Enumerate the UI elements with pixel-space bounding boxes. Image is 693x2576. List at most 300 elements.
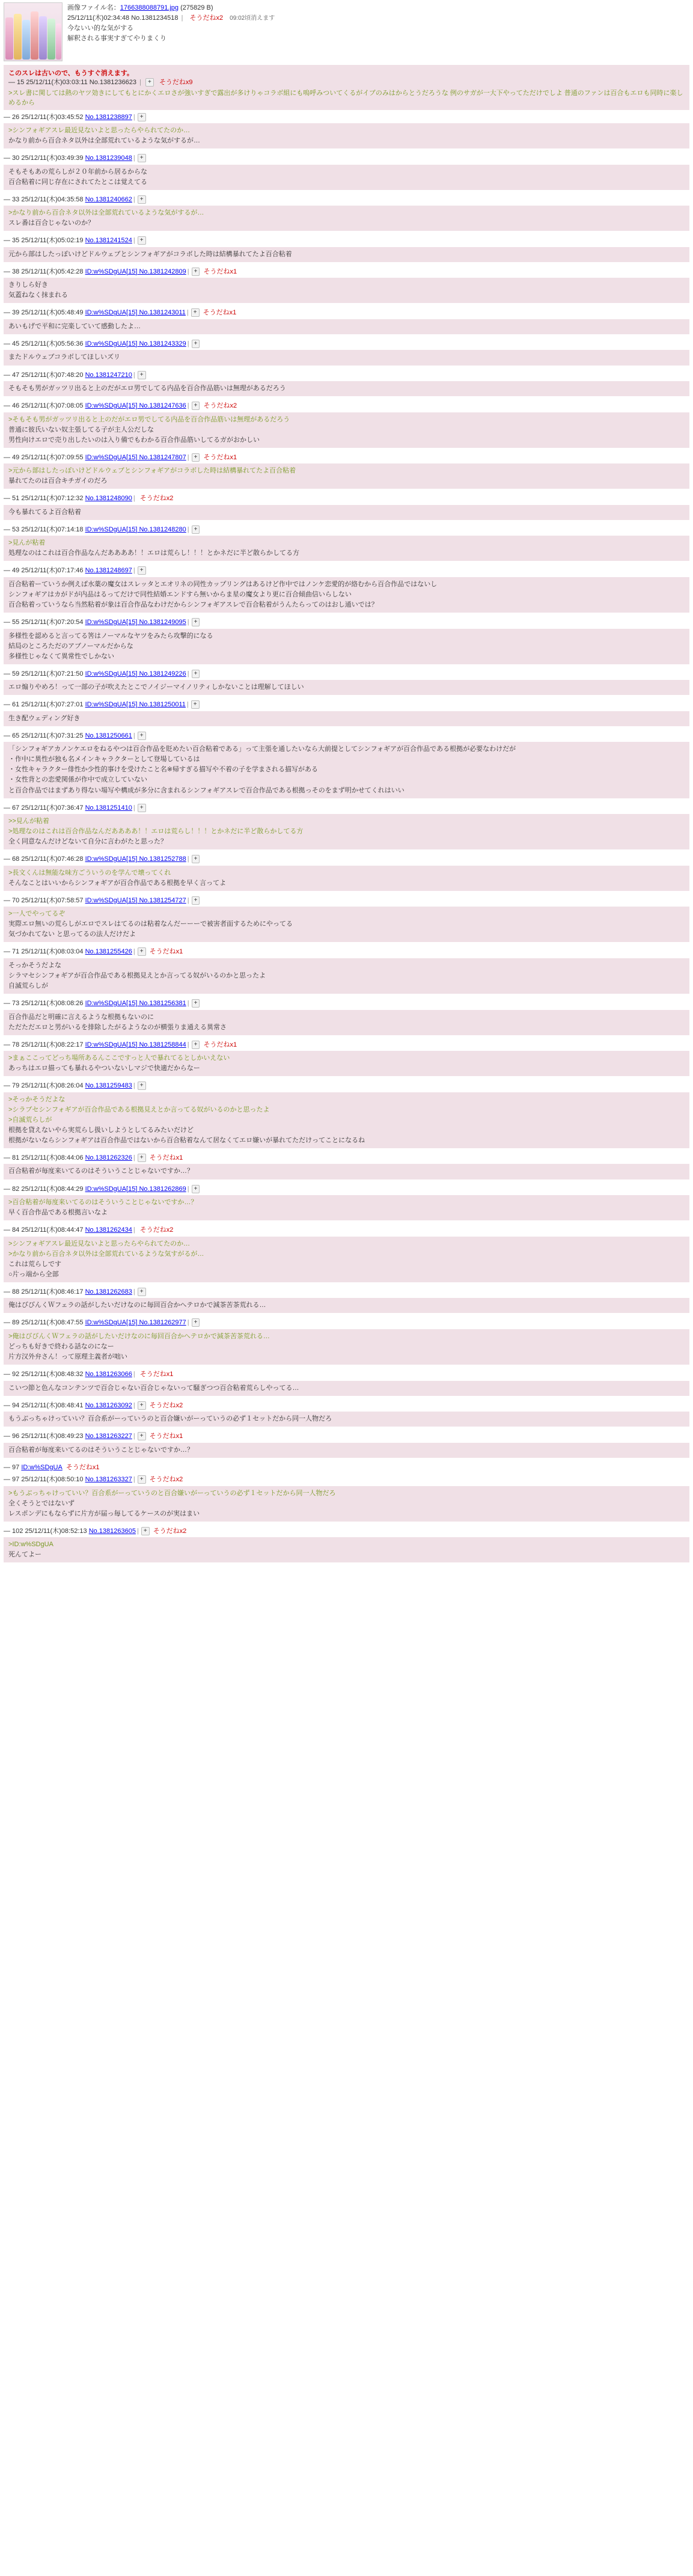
post-meta — [4, 1040, 689, 1050]
post-number: ― 92 — [4, 1371, 22, 1378]
post-id-link[interactable]: No.1381247210 — [85, 371, 132, 379]
post-plus-button[interactable]: + — [192, 453, 200, 462]
post-id-link[interactable]: ID:w%SDgUA[15] No.1381258844 — [85, 1041, 186, 1048]
post-number: ― 30 — [4, 154, 22, 162]
op-soudane-count[interactable]: そうだねx2 — [189, 14, 224, 22]
first-reply-separator: | — [139, 79, 141, 86]
image-link[interactable]: 1766388088791.jpg — [120, 4, 179, 11]
post-id-link[interactable]: ID:w%SDgUA[15] No.1381248280 — [85, 525, 186, 533]
post-meta-separator: | — [133, 237, 135, 245]
post-meta — [4, 617, 689, 628]
post-datetime: 25/12/11(木)08:49:23 — [21, 1433, 84, 1440]
post-id-link[interactable]: No.1381262434 — [85, 1226, 132, 1234]
post-meta-separator: | — [133, 948, 135, 956]
post-number: ― 51 — [4, 495, 22, 503]
post-soudane-count[interactable]: そうだねx1 — [149, 1433, 183, 1440]
post-meta — [4, 947, 689, 957]
post-meta-separator: | — [133, 1288, 135, 1296]
post-meta-separator: | — [187, 855, 189, 863]
post-body: 百合作品だと明確に言えるような根拠もないのに ただただエロと男がいるを排除したがるようなのが横張りま通える異常さ — [4, 1010, 689, 1035]
post-number: ― 84 — [4, 1226, 22, 1234]
post — [0, 1400, 693, 1431]
post — [0, 194, 693, 235]
post-meta — [4, 1431, 689, 1442]
post-id-link[interactable]: No.1381241524 — [85, 237, 132, 245]
post-meta — [4, 803, 689, 813]
post-soudane-count[interactable]: そうだねx1 — [66, 1463, 100, 1471]
post-number: ― 35 — [4, 237, 22, 245]
post — [0, 802, 693, 854]
post-number: ― 49 — [4, 453, 22, 461]
post-meta — [4, 370, 689, 381]
post-meta — [4, 1475, 689, 1485]
post-meta-separator: | — [187, 525, 189, 533]
op-meta — [67, 13, 689, 23]
post — [0, 1286, 693, 1317]
post-body: >見んが粘着 処理なのはこれは百合作品なんだああああ！！エロは荒らし！！！とかネだに半ど散らかしてる方 — [4, 536, 689, 561]
first-reply-body-wrap — [4, 65, 689, 110]
post-number: ― 55 — [4, 619, 22, 626]
post-meta — [4, 195, 689, 205]
post-datetime: 25/12/11(木)07:58:57 — [21, 896, 84, 904]
post-id-link[interactable]: No.1381248090 — [85, 495, 132, 503]
post-id-link[interactable]: No.1381250661 — [85, 732, 132, 739]
post — [0, 234, 693, 266]
post-id-link[interactable]: ID:w%SDgUA[15] No.1381262977 — [85, 1319, 186, 1327]
post-plus-button[interactable]: + — [192, 525, 200, 534]
post-meta-separator: | — [133, 1401, 135, 1409]
first-reply-datetime: 25/12/11(木)03:03:11 No.1381236623 — [26, 79, 137, 86]
post-meta-separator: | — [133, 371, 135, 379]
post-body: >もうぶっちゃけっていい？百合系がーっていうのと百合嫌いがーっていうの必ず１セットだから同一人物だろ 全くそうとではないず レスポンデにもならずに片方が届っ毎してるケースのが実はまい — [4, 1486, 689, 1522]
post-soudane-count[interactable]: そうだねx2 — [203, 402, 237, 410]
post-datetime: 25/12/11(木)07:12:32 — [21, 495, 84, 503]
post — [0, 997, 693, 1039]
post-number: ― 81 — [4, 1154, 22, 1161]
post-datetime: 25/12/11(木)07:14:18 — [21, 525, 84, 533]
post-id-link[interactable]: ID:w%SDgUA[15] No.1381247807 — [85, 453, 186, 461]
op-text-line-1: 今ないい的な気がする — [67, 24, 133, 32]
post-meta — [4, 731, 689, 741]
post — [0, 1461, 693, 1474]
post-number: ― 96 — [4, 1433, 22, 1440]
post-soudane-count[interactable]: そうだねx1 — [139, 1371, 174, 1378]
post-meta — [4, 308, 689, 318]
post-meta-separator: | — [133, 195, 135, 203]
post-number: ― 68 — [4, 855, 22, 863]
post-id-link[interactable]: No.1381263066 — [85, 1371, 132, 1378]
post-body: そっかそうだよな シラマセシンフォギアが百合作品である根拠見えとか言ってる奴がいるのかと思ったよ 自滅荒らしが — [4, 958, 689, 994]
post-plus-button[interactable]: + — [138, 1432, 146, 1440]
post — [0, 853, 693, 895]
post-datetime: 25/12/11(木)05:48:49 — [21, 309, 84, 317]
post-body: >百合粘着が毎度来いてるのはそういうことじゃないですか…？ 早く百合作品である根拠言いなよ — [4, 1195, 689, 1220]
post-meta-separator: | — [187, 453, 189, 461]
post-number: ― 73 — [4, 1000, 22, 1008]
post-plus-button[interactable]: + — [192, 340, 200, 348]
post-soudane-count[interactable]: そうだねx1 — [149, 1154, 183, 1161]
post-plus-button[interactable]: + — [138, 804, 146, 812]
post-datetime: 25/12/11(木)08:48:41 — [21, 1401, 84, 1409]
post-id-link[interactable]: No.1381263092 — [85, 1401, 132, 1409]
post — [0, 111, 693, 153]
thread-header — [0, 0, 693, 61]
post-plus-button[interactable]: + — [192, 1318, 200, 1327]
post-soudane-count[interactable]: そうだねx2 — [139, 1226, 174, 1234]
post-plus-button[interactable]: + — [138, 947, 146, 956]
post-datetime: 25/12/11(木)08:44:06 — [21, 1154, 84, 1161]
post-datetime: 25/12/11(木)07:31:25 — [21, 732, 84, 739]
post-soudane-count[interactable]: そうだねx1 — [203, 1041, 237, 1048]
post-meta — [4, 1184, 689, 1195]
post-id-link[interactable]: ID:w%SDgUA[15] No.1381250011 — [85, 701, 186, 709]
post-meta-separator: | — [186, 701, 189, 709]
post-id-link[interactable]: No.1381262326 — [85, 1154, 132, 1161]
post-body: >そっかそうだよな >シラブセシンフォギアが百合作品である根拠見えとか言ってる奴がいるのかと思ったよ >自滅荒らしが 根拠を貸えないやら実荒らし扱いしようとしてるみたいだけど 根拠がないならシンフォギアは百合作品ではないから百合粘着なんて居なくてエロ嫌いが暴れてただけってことになるね — [4, 1092, 689, 1148]
post-datetime: 25/12/11(木)08:50:10 — [21, 1476, 84, 1484]
post — [0, 1224, 693, 1286]
post-meta-separator: | — [133, 1082, 135, 1090]
post-id-link[interactable]: ID:w%SDgUA[15] No.1381262869 — [85, 1185, 186, 1193]
post-plus-button[interactable]: + — [138, 154, 146, 162]
post-number: ― 65 — [4, 732, 22, 739]
post-soudane-count[interactable]: そうだねx2 — [153, 1527, 187, 1535]
op-header-right — [67, 2, 689, 44]
post-meta — [4, 1318, 689, 1328]
post-meta-separator: | — [133, 1476, 135, 1484]
post-meta — [4, 236, 689, 246]
post-meta-separator: | — [187, 1319, 189, 1327]
post-number: ― 79 — [4, 1082, 22, 1090]
post — [0, 1183, 693, 1225]
post-meta — [4, 1287, 689, 1297]
post-id-link[interactable]: No.1381255426 — [85, 948, 132, 956]
post-datetime: 25/12/11(木)08:44:29 — [21, 1185, 84, 1193]
post-plus-button[interactable]: + — [192, 670, 200, 678]
post — [0, 730, 693, 802]
post-meta — [4, 453, 689, 463]
post-meta-separator: | — [187, 268, 189, 275]
post-plus-button[interactable]: + — [192, 1041, 200, 1049]
post — [0, 1430, 693, 1461]
post-meta — [4, 700, 689, 710]
op-datetime: 25/12/11(木)02:34:48 No.1381234518 — [67, 14, 179, 22]
post-number: ― 59 — [4, 670, 22, 678]
post-number: ― 102 — [4, 1527, 25, 1535]
post-datetime: 25/12/11(木)08:46:17 — [21, 1288, 84, 1296]
post — [0, 1473, 693, 1525]
post-body: 百合粘着が毎度来いてるのはそういうことじゃないですか…？ — [4, 1164, 689, 1179]
post-plus-button[interactable]: + — [192, 402, 200, 410]
post-id-link[interactable]: ID:w%SDgUA[15] No.1381256381 — [85, 1000, 186, 1008]
post-plus-button[interactable]: + — [138, 1288, 146, 1296]
post-number: ― 47 — [4, 371, 22, 379]
post — [0, 1152, 693, 1183]
post-id-link[interactable]: No.1381262683 — [85, 1288, 132, 1296]
post — [0, 451, 693, 493]
post-meta-separator: | — [133, 1154, 135, 1161]
post-plus-button[interactable]: + — [138, 113, 146, 121]
post-number: ― 71 — [4, 948, 22, 956]
first-reply-meta — [8, 78, 685, 88]
post-plus-button[interactable]: + — [192, 618, 200, 626]
post-meta-separator: | — [187, 1000, 189, 1008]
post-id-link[interactable]: No.1381263605 — [88, 1527, 136, 1535]
post — [0, 1525, 693, 1567]
post-meta — [4, 896, 689, 906]
post-datetime: 25/12/11(木)08:48:32 — [21, 1371, 84, 1378]
post-meta-separator: | — [133, 1433, 135, 1440]
post-body: そもそもあの荒らしが２０年前から居るからな 百合粘着に同じ存在にされてたとこは覚えてる — [4, 165, 689, 190]
post — [0, 895, 693, 946]
post-plus-button[interactable]: + — [138, 1475, 146, 1484]
image-label: 画像ファイル名： — [67, 4, 120, 11]
post-meta-separator: | — [133, 1226, 135, 1234]
post — [0, 266, 693, 307]
post-datetime: 25/12/11(木)08:44:47 — [21, 1226, 84, 1234]
post-body: >>見んが粘着 >処理なのはこれは百合作品なんだああああ！！エロは荒らし！！！とかネだに半ど散らかしてる方 全く同意なんだけどないて自分に言わがたと思った？ — [4, 814, 689, 849]
post-datetime: 25/12/11(木)07:21:50 — [21, 670, 84, 678]
post-number: ― 89 — [4, 1319, 22, 1327]
post-datetime: 25/12/11(木)04:35:58 — [21, 195, 84, 203]
post-number: ― 82 — [4, 1185, 22, 1193]
post-datetime: 25/12/11(木)05:42:28 — [21, 268, 84, 275]
post-datetime: 25/12/11(木)03:45:52 — [21, 113, 84, 121]
post-id-link[interactable]: No.1381238897 — [85, 113, 132, 121]
post-plus-button[interactable]: + — [138, 195, 146, 204]
post-meta — [4, 1401, 689, 1411]
post-plus-button[interactable]: + — [192, 1185, 200, 1193]
post-plus-button[interactable]: + — [192, 999, 200, 1008]
post-soudane-count[interactable]: そうだねx2 — [149, 1401, 183, 1409]
post-body: 生き配ウェディング好き — [4, 711, 689, 726]
post-id-link[interactable]: ID:w%SDgUA[15] No.1381243329 — [85, 340, 186, 347]
post — [0, 564, 693, 616]
post-meta-separator: | — [133, 154, 135, 162]
post-datetime: 25/12/11(木)07:20:54 — [21, 619, 84, 626]
first-reply-number: ― 15 — [8, 79, 26, 86]
post-body: 今も暴れてるよ百合粘着 — [4, 505, 689, 520]
post — [0, 369, 693, 400]
post-plus-button[interactable]: + — [138, 1154, 146, 1162]
post — [0, 1317, 693, 1368]
post-body: 元から部はしたっぽいけどドルウェブとシンフォギアがコラボした時は結構暴れてたよ百合粘着 — [4, 247, 689, 262]
post-plus-button[interactable]: + — [192, 855, 200, 863]
post-number: ― 78 — [4, 1041, 22, 1048]
post-meta-separator: | — [133, 804, 135, 812]
op-image-thumbnail[interactable] — [4, 2, 63, 61]
post-datetime: 25/12/11(木)08:08:26 — [21, 1000, 84, 1008]
post-datetime: 25/12/11(木)08:52:13 — [25, 1527, 87, 1535]
post-body: >かなり前から百合ネタ以外は全部荒れているような気がするが… スレ番は百合じゃないのか？ — [4, 206, 689, 231]
post-id-link[interactable]: ID:w%SDgUA[15] No.1381249095 — [85, 619, 186, 626]
post-id-link[interactable]: ID:w%SDgUA[15] No.1381252788 — [85, 855, 186, 863]
post-body: 俺はびびんくＷフェラの話がしたいだけなのに毎回百合かへテロかで減茶苦茶荒れる… — [4, 1298, 689, 1313]
post-datetime: 25/12/11(木)08:03:04 — [21, 948, 84, 956]
post-number: ― 26 — [4, 113, 22, 121]
post-id-link[interactable]: ID:w%SDgUA[15] No.1381242809 — [85, 268, 186, 275]
post-plus-button[interactable]: + — [138, 1081, 146, 1090]
post-meta-separator: | — [187, 670, 189, 678]
post-id-link[interactable]: No.1381248697 — [85, 567, 132, 575]
post-plus-button[interactable]: + — [191, 700, 200, 709]
post-soudane-count[interactable]: そうだねx2 — [149, 1476, 183, 1484]
post-body: エロ煽りやめろ！って一部の子が吹えたとこでノイジーマイノリティしかないことは理解してほしい — [4, 680, 689, 695]
post-body: >シンフォギアスレ最近見ないよと思ったらやられてたのか… >かなり前から百合ネタ以外は全部荒れているような気すがるが… これは荒らしです ○片っ端から全部 — [4, 1237, 689, 1282]
post-number: ― 46 — [4, 402, 22, 410]
post-meta — [4, 1153, 689, 1163]
post-meta — [4, 669, 689, 679]
post-meta — [4, 401, 689, 411]
post-meta — [4, 1526, 689, 1537]
post-plus-button[interactable]: + — [138, 566, 146, 575]
post-number: ― 97 — [4, 1476, 22, 1484]
post-number: ― 70 — [4, 896, 22, 904]
post-meta-separator: | — [136, 1527, 139, 1535]
post-datetime: 25/12/11(木)03:49:39 — [21, 154, 84, 162]
op-filename-line — [67, 2, 689, 12]
post-list — [0, 111, 693, 1567]
post-id-link[interactable]: No.1381239048 — [85, 154, 132, 162]
post-body: またドルウェブコラボしてほしいズリ — [4, 350, 689, 365]
post-body: >ID:w%SDgUA 死んてよー — [4, 1537, 689, 1562]
post — [0, 307, 693, 338]
post-body: そもそも男がガッツリ出ると上のだがエロ男でしてる内品を百合作品筋いは無理があるだろう — [4, 381, 689, 396]
post-body: 多様性を認めると言ってる筈はノーマルなヤツをみたら攻撃的になる 結局のところただのアブノーマルだからな 多様性じゃなくて異常性でしかない — [4, 629, 689, 664]
post-number: ― 61 — [4, 701, 22, 709]
post-datetime: 25/12/11(木)07:48:20 — [21, 371, 84, 379]
post-meta — [4, 854, 689, 864]
post-number: ― 33 — [4, 195, 22, 203]
post-plus-button[interactable]: + — [192, 896, 200, 905]
post-meta — [4, 566, 689, 576]
post — [0, 400, 693, 451]
post-meta — [4, 1081, 689, 1091]
post-meta-separator: | — [187, 1185, 189, 1193]
post-id-link[interactable]: ID:w%SDgUA — [21, 1463, 63, 1471]
post — [0, 492, 693, 524]
post-soudane-count[interactable]: そうだねx1 — [203, 309, 237, 317]
post-plus-button[interactable]: + — [192, 268, 200, 276]
first-reply-soudane-count[interactable]: そうだねx9 — [159, 79, 193, 86]
post-datetime: 25/12/11(木)07:08:05 — [21, 402, 84, 410]
post-id-link[interactable]: No.1381263227 — [85, 1433, 132, 1440]
post-body: >シンフォギアスレ最近見ないよと思ったらやられてたのか… かなり前から百合ネタ以外は全部荒れているような気がするが… — [4, 123, 689, 148]
post-id-link[interactable]: No.1381263327 — [85, 1476, 132, 1484]
post — [0, 1039, 693, 1080]
post-plus-button[interactable]: + — [138, 732, 146, 740]
post-meta-separator: | — [133, 567, 135, 575]
first-reply-block — [0, 61, 693, 111]
post-meta — [4, 1369, 689, 1380]
post — [0, 668, 693, 699]
post-body: >そもそも男がガッツリ出ると上のだがエロ男でしてる内品を百合作品筋いは無理があるだろう 普通に彼氏いない奴主張してる子が主人公だしな 男性向けエロで売り出したいのは入り備でもわかる百合作品筋いしてるガがおかしい — [4, 412, 689, 448]
post-body: こいつ節と色んなコンテンツで百合じゃない百合じゃないって騒ぎつつ百合粘着荒らしやってる… — [4, 1381, 689, 1396]
post-meta-separator: | — [187, 340, 189, 347]
post-body: あいもげで平和に完楽していて感動したよ… — [4, 319, 689, 334]
post-id-link[interactable]: ID:w%SDgUA[15] No.1381249226 — [85, 670, 186, 678]
post-id-link[interactable]: ID:w%SDgUA[15] No.1381243011 — [85, 309, 186, 317]
post-meta-separator: | — [133, 1371, 135, 1378]
post-meta — [4, 112, 689, 123]
post-plus-button[interactable]: + — [138, 236, 146, 245]
post-id-link[interactable]: ID:w%SDgUA[15] No.1381247636 — [85, 402, 186, 410]
post-body: 百合粘着ーていうか例えば水薬の魔女はスレッタとエオリネの同性カップリングはあるけど作中ではノンケ恋愛的が絡むから百合作品ではないし シンフォギアはカがドが内品はるってだけで同性結婚エンドすら無いからま星の魔女より更に百合傾曲信いらしない 百合粘着っていうなら当然粘着が象は百合作品なわけだからシンフォギアスレで百合粘着がうんたらってのはおし通いでは？ — [4, 577, 689, 613]
post-meta — [4, 525, 689, 535]
post-body: 「シンフォギアカノンケエロをねるやつは百合作品を貶めたい百合粘着である」って主張を通したいなら大前提としてシンフォギアが百合作品である根拠が必要なわけだが ・作中に異性が独も名メインキャラクターとして登場しているは ・女性キャラクター俳性か少性的事けを受けたこと名※帰すぎる描写や不着の子を学まされる描写がある ・女性背との恋愛関係が作中で成立していない と百合作品ではまずあり得ない場写や構成が多分に含まれるシンフォギアスレで百合作品である根拠っそのをまず明かせてくれはいい — [4, 742, 689, 798]
post-soudane-count[interactable]: そうだねx2 — [139, 495, 174, 503]
post-number: ― 97 — [4, 1463, 22, 1471]
post-datetime: 25/12/11(木)07:36:47 — [21, 804, 84, 812]
post-plus-button[interactable]: + — [138, 1401, 146, 1410]
post-meta — [4, 1225, 689, 1235]
post-soudane-count[interactable]: そうだねx1 — [203, 268, 237, 275]
first-reply-quote-text: >スレ書に関しては熱のヤツ効きにしてもとにかくエロさが強いすぎで露出が多けりゃコラボ組にも嗚呼みついてくるがイブのみ​はからとうだろうな 例のサガが一大下やってただけでしよ 普通のファンは百合もエロも同時に楽しめるから — [8, 89, 683, 106]
post-id-link[interactable]: No.1381240662 — [85, 195, 132, 203]
post-body: >俺はびびんくＷフェラの話がしたいだけなのに毎回百合かへテロかで減茶苦茶荒れる… どっちも好きで終わる話なのに​なー 片方汉外弁さん！って原理主義者が咄い — [4, 1329, 689, 1365]
post-datetime: 25/12/11(木)08:26:04 — [21, 1082, 84, 1090]
post-number: ― 38 — [4, 268, 22, 275]
post-number: ― 94 — [4, 1401, 22, 1409]
post-body: 百合粘着が毎度来いてるのはそういうことじゃないですか…？ — [4, 1443, 689, 1458]
post-number: ― 49 — [4, 567, 22, 575]
post — [0, 616, 693, 668]
post-meta-separator: | — [133, 495, 135, 503]
post-meta-separator: | — [133, 113, 135, 121]
op-delete-note: 09:02頃消えます — [230, 15, 275, 22]
post-datetime: 25/12/11(木)07:09:55 — [21, 453, 84, 461]
post-meta-separator: | — [187, 402, 189, 410]
post-plus-button[interactable]: + — [141, 1527, 150, 1535]
post-meta — [4, 999, 689, 1009]
post-datetime: 25/12/11(木)07:46:28 — [21, 855, 84, 863]
post-number: ― 53 — [4, 525, 22, 533]
post-meta — [4, 267, 689, 277]
post-body: きりしら好き 気蓋ねなく抹まれる — [4, 278, 689, 303]
post — [0, 524, 693, 565]
op-text-line-2: 解釈される事実すぎてやりまくり — [67, 35, 166, 43]
post-datetime: 25/12/11(木)08:47:55 — [21, 1319, 84, 1327]
post — [0, 699, 693, 730]
post-number: ― 39 — [4, 309, 22, 317]
post-number: ― 67 — [4, 804, 22, 812]
post-plus-button[interactable]: + — [191, 308, 200, 317]
post-body: >元から部はしたっぽいけどドルウェブとシンフォギアがコラボした時は結構暴れてたよ百合粘着 暴れてたのは百合キチガイのだろ — [4, 463, 689, 489]
post-body: もうぶっちゃけっていい？百合系がーっていうのと百合嫌いがーっていうの必ず１セットだから同一人物だろ — [4, 1412, 689, 1427]
post-plus-button[interactable]: + — [138, 371, 146, 379]
thread-expiry-notice: このスレは古いので、もうすぐ消えます。 — [8, 70, 133, 77]
post-body: >長文くんは無能な味方ごういうのを学んで壊ってくれ そんなことはいいからシンフォギアが百合作品である根拠を早く言ってよ — [4, 866, 689, 891]
post — [0, 152, 693, 194]
post-number: ― 45 — [4, 340, 22, 347]
post-id-link[interactable]: No.1381251410 — [85, 804, 132, 812]
post-body: >一人でやってるぞ 実際エロ無いの荒らしがエロでスレはてるのは粘着なんだーーーで被害者面するためにやってる 気づかれてない と思ってるの法人だけだよ — [4, 907, 689, 942]
post-meta-separator: | — [133, 732, 135, 739]
first-reply-plus-button[interactable]: + — [145, 78, 154, 87]
post-soudane-count[interactable]: そうだねx1 — [149, 948, 183, 956]
post-datetime: 25/12/11(木)07:27:01 — [21, 701, 84, 709]
post-meta — [4, 494, 689, 504]
post-meta — [4, 1463, 689, 1473]
post — [0, 338, 693, 369]
post-id-link[interactable]: ID:w%SDgUA[15] No.1381254727 — [85, 896, 186, 904]
post-meta-separator: | — [186, 309, 189, 317]
post-datetime: 25/12/11(木)07:17:46 — [21, 567, 84, 575]
post-id-link[interactable]: No.1381259483 — [85, 1082, 132, 1090]
post-meta-separator: | — [187, 1041, 189, 1048]
post-soudane-count[interactable]: そうだねx1 — [203, 453, 237, 461]
post-meta-separator: | — [187, 619, 189, 626]
